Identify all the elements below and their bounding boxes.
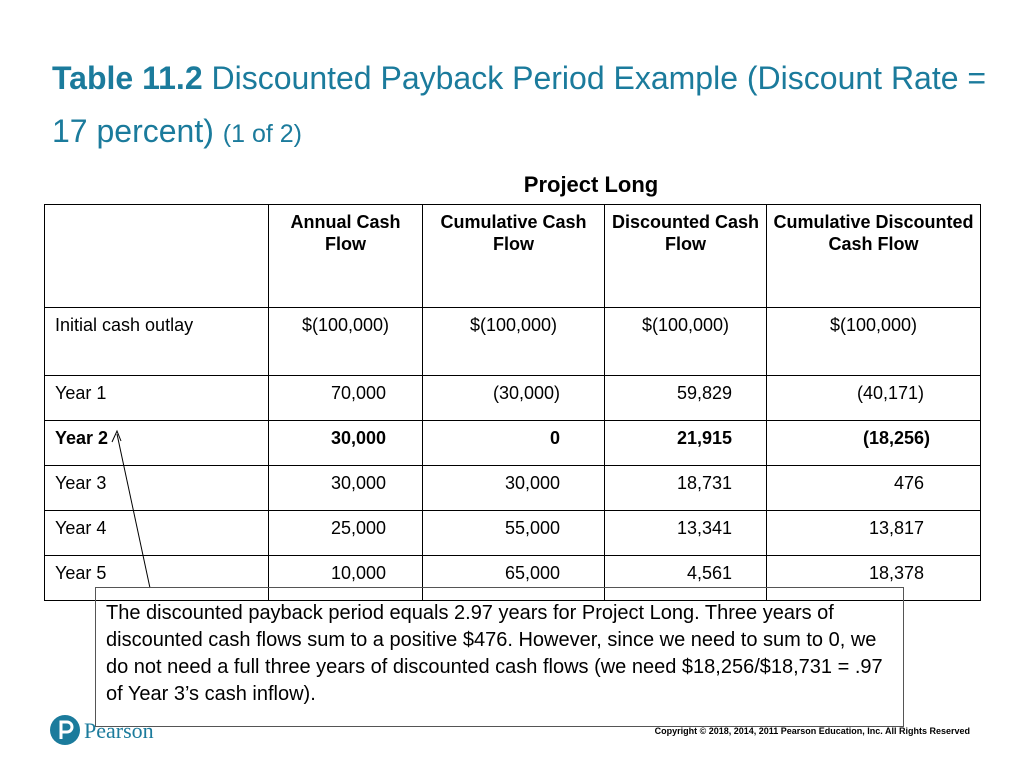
discounted-cash-flow-cell: 18,731: [605, 466, 767, 511]
cumulative-discounted-cell: 13,817: [767, 511, 981, 556]
title-table-number: Table 11.2: [52, 60, 203, 96]
title-part: (1 of 2): [222, 120, 302, 148]
cumulative-discounted-cell: (18,256): [767, 421, 981, 466]
annual-cash-flow-cell: 30,000: [269, 466, 423, 511]
header-discounted-cash-flow: Discounted Cash Flow: [605, 205, 767, 308]
annual-cash-flow-cell: 10,000: [269, 556, 423, 601]
discounted-cash-flow-cell: 59,829: [605, 376, 767, 421]
cumulative-cash-flow-cell: (30,000): [423, 376, 605, 421]
copyright-notice: Copyright © 2018, 2014, 2011 Pearson Education, Inc. All Rights Reserved: [654, 726, 970, 736]
row-label: Year 3: [45, 466, 269, 511]
header-cumulative-discounted-cash-flow: Cumulative Discounted Cash Flow: [767, 205, 981, 308]
project-label: Project Long: [523, 172, 659, 197]
header-annual-cash-flow: Annual Cash Flow: [269, 205, 423, 308]
discounted-cash-flow-cell: $(100,000): [605, 308, 767, 376]
row-label: Year 1: [45, 376, 269, 421]
title-text: Discounted Payback Period Example (Discount Rate = 17 percent): [52, 60, 987, 149]
cumulative-cash-flow-cell: 30,000: [423, 466, 605, 511]
discounted-cash-flow-cell: 21,915: [605, 421, 767, 466]
explanation-note: The discounted payback period equals 2.97 years for Project Long. Three years of discounted cash flows sum to a positive $476. However, since we need to sum to 0, we do not need a full three years of discounted cash flows (we need $18,256/$18,731 = .97 of Year 3’s cash inflow).: [95, 587, 904, 727]
row-label: Initial cash outlay: [45, 308, 269, 376]
annual-cash-flow-cell: 30,000: [269, 421, 423, 466]
cumulative-cash-flow-cell: 65,000: [423, 556, 605, 601]
discounted-cash-flow-cell: 13,341: [605, 511, 767, 556]
header-cumulative-cash-flow: Cumulative Cash Flow: [423, 205, 605, 308]
cumulative-discounted-cell: 18,378: [767, 556, 981, 601]
cumulative-discounted-cell: $(100,000): [767, 308, 981, 376]
pearson-logo-text: Pearson: [84, 718, 154, 743]
annual-cash-flow-cell: 70,000: [269, 376, 423, 421]
annual-cash-flow-cell: 25,000: [269, 511, 423, 556]
cumulative-discounted-cell: (40,171): [767, 376, 981, 421]
row-label: Year 5: [45, 556, 269, 601]
discounted-cash-flow-cell: 4,561: [605, 556, 767, 601]
cumulative-cash-flow-cell: 0: [423, 421, 605, 466]
cumulative-cash-flow-cell: $(100,000): [423, 308, 605, 376]
cumulative-discounted-cell: 476: [767, 466, 981, 511]
annual-cash-flow-cell: $(100,000): [269, 308, 423, 376]
row-label: Year 2: [45, 421, 269, 466]
row-label: Year 4: [45, 511, 269, 556]
cumulative-cash-flow-cell: 55,000: [423, 511, 605, 556]
